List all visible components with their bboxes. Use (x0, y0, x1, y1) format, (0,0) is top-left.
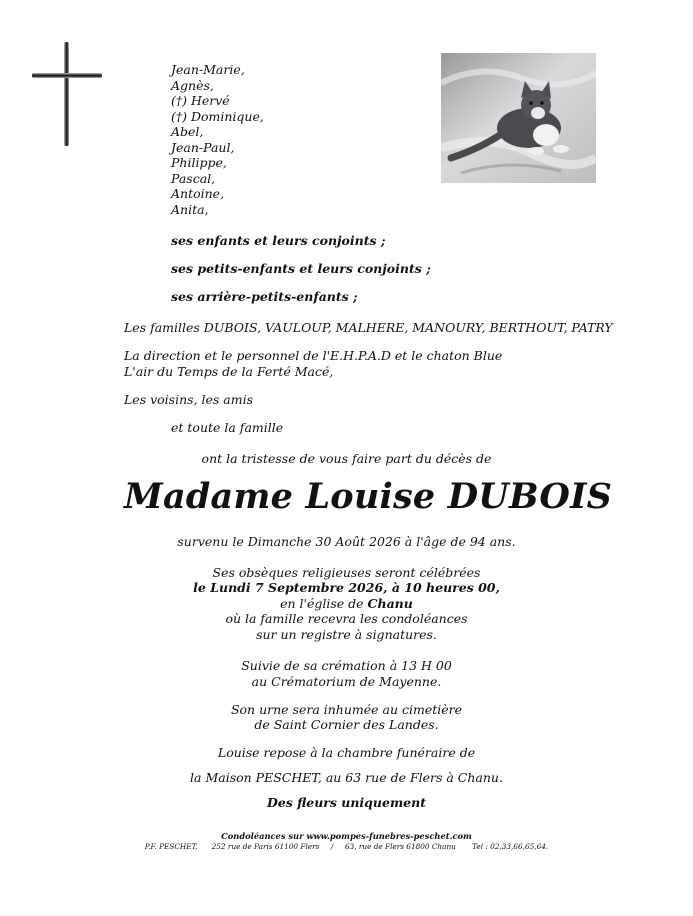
child-name: Abel, (171, 124, 204, 139)
deceased-name: Madame Louise DUBOIS (124, 476, 613, 517)
child-name: Agnès, (171, 77, 214, 93)
church-line (0, 596, 693, 612)
children-list (171, 62, 264, 217)
funeral-date: le Lundi 7 Septembre 2026, à 10 heures 00, (193, 580, 500, 595)
cremation-line-2: au Crématorium de Mayenne. (251, 674, 442, 689)
neighbors-line: Les voisins, les amis (124, 392, 253, 407)
footer-address: P.F. PESCHET, 252 rue de Paris 61100 Flers / 63, rue de Flers 61800 Chanu Tel : 02,33,66,65,64. (144, 842, 549, 851)
ehpad-line-2: L'air du Temps de la Ferté Macé, (124, 364, 334, 379)
grandchildren: ses petits-enfants et leurs conjoints ; (171, 261, 431, 276)
passed-line: survenu le Dimanche 30 Août 2026 à l'âge de 94 ans. (177, 534, 516, 549)
flowers-line: Des fleurs uniquement (266, 795, 427, 810)
funeral-line-1: Ses obsèques religieuses seront célébrées (212, 565, 481, 580)
great-grandchildren: ses arrière-petits-enfants ; (171, 289, 358, 304)
urn-line-2: de Saint Cornier des Landes. (254, 717, 439, 732)
rest-line-1: Louise repose à la chambre funéraire de (217, 745, 476, 760)
child-name: Pascal, (171, 170, 216, 186)
condolences-line-1: où la famille recevra les condoléances (225, 611, 468, 626)
child-name: Philippe, (171, 155, 227, 170)
condolences-line-2: sur un registre à signatures. (256, 627, 437, 642)
child-name: (†) Hervé (171, 93, 230, 108)
cross-icon (64, 42, 69, 146)
cross-icon-bar (32, 73, 102, 78)
urn-line-1: Son urne sera inhumée au cimetière (230, 702, 463, 717)
intro-line: ont la tristesse de vous faire part du décès de (201, 451, 492, 466)
cremation-line-1: Suivie de sa crémation à 13 H 00 (241, 658, 452, 673)
rest-line-2: la Maison PESCHET, au 63 rue de Flers à Chanu. (190, 770, 503, 785)
footer-condolences: Condoléances sur www.pompes-funebres-peschet.com (221, 831, 472, 841)
kitten-photo (441, 53, 596, 183)
child-name: Jean-Marie, (171, 62, 245, 77)
church-prefix: en l'église de (280, 596, 368, 611)
whole-family-line: et toute la famille (171, 420, 284, 435)
child-name: Antoine, (171, 186, 225, 201)
children-spouses: ses enfants et leurs conjoints ; (171, 233, 386, 248)
ehpad-line-1: La direction et le personnel de l'E.H.P.A.D et le chaton Blue (124, 348, 503, 363)
families-line: Les familles DUBOIS, VAULOUP, MALHERE, MANOURY, BERTHOUT, PATRY (124, 320, 613, 335)
church-town: Chanu (367, 596, 413, 611)
child-name: (†) Dominique, (171, 108, 264, 124)
child-name: Anita, (171, 201, 209, 217)
child-name: Jean-Paul, (171, 139, 235, 155)
